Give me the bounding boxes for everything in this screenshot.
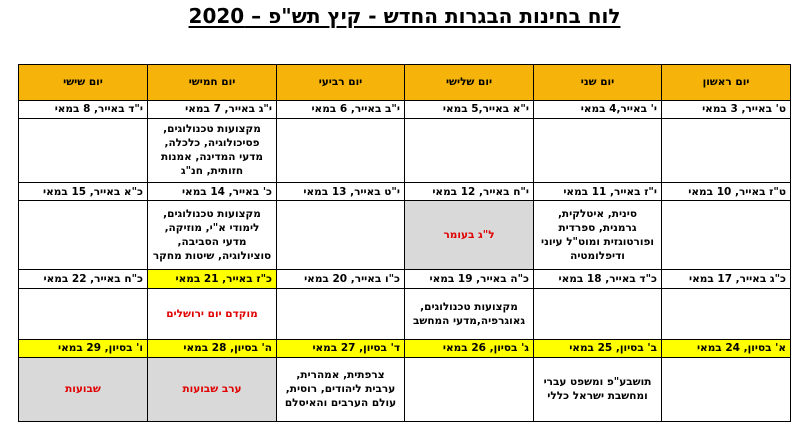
day-header-tuesday: יום שלישי — [405, 65, 534, 101]
exam-cell — [534, 288, 662, 339]
date-cell-highlighted: ו' בסיון, 29 במאי — [19, 339, 148, 357]
date-cell-highlighted: כ"ז באייר, 21 במאי — [148, 270, 277, 288]
exam-cell — [662, 201, 791, 270]
day-header-sunday: יום ראשון — [662, 65, 791, 101]
exam-cell — [405, 118, 534, 182]
date-cell: י"ד באייר, 8 במאי — [19, 100, 148, 118]
exam-schedule-table — [18, 64, 791, 422]
exam-cell: מקצועות טכנולוגים, גאוגרפיה,מדעי המחשב — [405, 288, 534, 339]
exam-cell — [405, 357, 534, 421]
date-cell: י' באייר,4 במאי — [534, 100, 662, 118]
date-cell: י"ח באייר, 12 במאי — [405, 182, 534, 200]
exam-cell: סינית, איטלקית, גרמנית, ספרדית ופורטוגזית ומוט"ל עיוני ודיפלומטיה — [534, 201, 662, 270]
exam-cell: מקצועות טכנולוגים, לימודי א"י, מוזיקה, מדעי הסביבה, סוציולוגיה, שיטות מחקר — [148, 201, 277, 270]
date-cell-highlighted: ג' בסיון, 26 במאי — [405, 339, 534, 357]
date-cell: ט"ז באייר, 10 במאי — [662, 182, 791, 200]
exam-row — [19, 118, 791, 182]
exam-cell — [662, 118, 791, 182]
day-header-row — [19, 65, 791, 101]
exam-cell: צרפתית, אמהרית, ערבית ליהודים, רוסית, עולם הערבים והאיסלם — [277, 357, 405, 421]
exam-cell — [662, 288, 791, 339]
exam-row — [19, 201, 791, 270]
date-cell: י"ב באייר, 6 במאי — [277, 100, 405, 118]
day-header-wednesday: יום רביעי — [277, 65, 405, 101]
date-row — [19, 100, 791, 118]
exam-cell — [19, 288, 148, 339]
exam-cell: תושבע"פ ומשפט עברי ומחשבת ישראל כללי — [534, 357, 662, 421]
exam-cell — [534, 118, 662, 182]
exam-subjects: מקצועות טכנולוגים, פסיכולוגיה, כלכלה, מדעי המדינה, אמנות חזותית, חנ"ג — [161, 123, 263, 178]
page-title: לוח בחינות הבגרות החדש - קיץ תש"פ – 2020 — [188, 4, 621, 28]
date-cell: כ"ה באייר, 19 במאי — [405, 270, 534, 288]
exam-cell — [277, 201, 405, 270]
exam-row — [19, 288, 791, 339]
date-row — [19, 339, 791, 357]
exam-row — [19, 357, 791, 421]
exam-cell — [148, 118, 277, 182]
date-cell: ט' באייר, 3 במאי — [662, 100, 791, 118]
exam-cell — [277, 288, 405, 339]
day-header-friday: יום שישי — [19, 65, 148, 101]
date-cell-highlighted: א' בסיון, 24 במאי — [662, 339, 791, 357]
note-cell: מוקדם יום ירושלים — [148, 288, 277, 339]
exam-cell — [277, 118, 405, 182]
date-cell-highlighted: ב' בסיון, 25 במאי — [534, 339, 662, 357]
date-cell-highlighted: ה' בסיון, 28 במאי — [148, 339, 277, 357]
date-cell: כ"ג באייר, 17 במאי — [662, 270, 791, 288]
holiday-cell: ערב שבועות — [148, 357, 277, 421]
date-cell: י"ג באייר, 7 במאי — [148, 100, 277, 118]
exam-cell — [662, 357, 791, 421]
day-header-monday: יום שני — [534, 65, 662, 101]
exam-cell — [19, 201, 148, 270]
date-cell: י"ז באייר, 11 במאי — [534, 182, 662, 200]
date-cell: כ"ח באייר, 22 במאי — [19, 270, 148, 288]
date-cell: י"א באייר,5 במאי — [405, 100, 534, 118]
holiday-cell: שבועות — [19, 357, 148, 421]
exam-cell — [19, 118, 148, 182]
holiday-cell: ל"ג בעומר — [405, 201, 534, 270]
day-header-thursday: יום חמישי — [148, 65, 277, 101]
date-cell: כ"א באייר, 15 במאי — [19, 182, 148, 200]
date-cell: כ' באייר, 14 במאי — [148, 182, 277, 200]
date-cell: כ"ו באייר, 20 במאי — [277, 270, 405, 288]
date-cell: י"ט באייר, 13 במאי — [277, 182, 405, 200]
date-cell-highlighted: ד' בסיון, 27 במאי — [277, 339, 405, 357]
date-row — [19, 182, 791, 200]
date-cell: כ"ד באייר, 18 במאי — [534, 270, 662, 288]
date-row — [19, 270, 791, 288]
